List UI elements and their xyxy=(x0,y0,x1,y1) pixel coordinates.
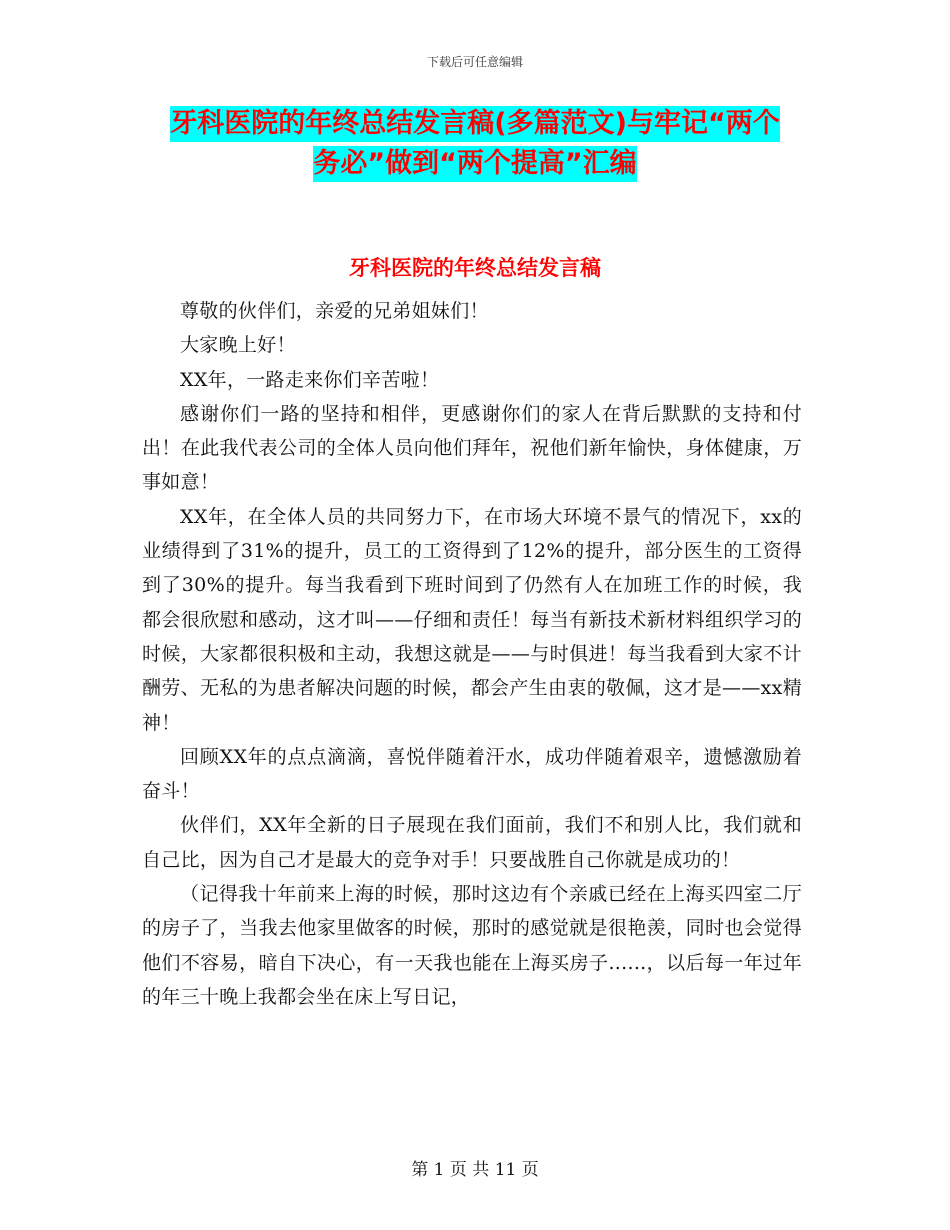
title-line-1 xyxy=(140,110,810,137)
page-header-note: 下载后可任意编辑 xyxy=(426,55,523,69)
document-body xyxy=(142,294,802,1014)
title-line-1-text: 牙科医院的年终总结发言稿(多篇范文)与牢记“两个 xyxy=(170,106,779,142)
paragraph: 伙伴们，XX年全新的日子展现在我们面前，我们不和别人比，我们就和自己比，因为自己才是最大的竞争对手！只要战胜自己你就是成功的！ xyxy=(142,814,802,871)
paragraph: XX年，在全体人员的共同努力下，在市场大环境不景气的情况下，xx的业绩得到了31%的提升，员工的工资得到了12%的提升，部分医生的工资得到了30%的提升。每当我看到下班时间到了仍然有人在加班工作的时候，我都会很欣慰和感动，这才叫——仔细和责任！每当有新技术新材料组织学习的时候，大家都很积极和主动，我想这就是——与时俱进！每当我看到大家不计酬劳、无私的为患者解决问题的时候，都会产生由衷的敬佩，这才是——xx精神！ xyxy=(142,505,802,734)
paragraph: 尊敬的伙伴们，亲爱的兄弟姐妹们！ xyxy=(180,300,489,322)
paragraph: XX年，一路走来你们辛苦啦！ xyxy=(180,368,440,391)
document-title xyxy=(140,110,810,190)
title-line-2-text: 务必”做到“两个提高”汇编 xyxy=(313,146,636,182)
paragraph: 回顾XX年的点点滴滴，喜悦伴随着汗水，成功伴随着艰辛，遗憾激励着奋斗！ xyxy=(142,745,802,803)
title-line-2 xyxy=(140,150,810,177)
paragraph: 感谢你们一路的坚持和相伴，更感谢你们的家人在背后默默的支持和付出！在此我代表公司的全体人员向他们拜年，祝他们新年愉快，身体健康，万事如意！ xyxy=(142,402,802,494)
paragraph: （记得我十年前来上海的时候，那时这边有个亲戚已经在上海买四室二厅的房子了，当我去他家里做客的时候，那时的感觉就是很艳羡，同时也会觉得他们不容易，暗自下决心，有一天我也能在上海买房子......，以后每一年过年的年三十晚上我都会坐在床上写日记， xyxy=(142,883,802,1008)
page-number-footer: 第 1 页 共 11 页 xyxy=(411,1160,539,1180)
section-title: 牙科医院的年终总结发言稿 xyxy=(349,256,601,280)
paragraph: 大家晚上好！ xyxy=(180,334,296,357)
